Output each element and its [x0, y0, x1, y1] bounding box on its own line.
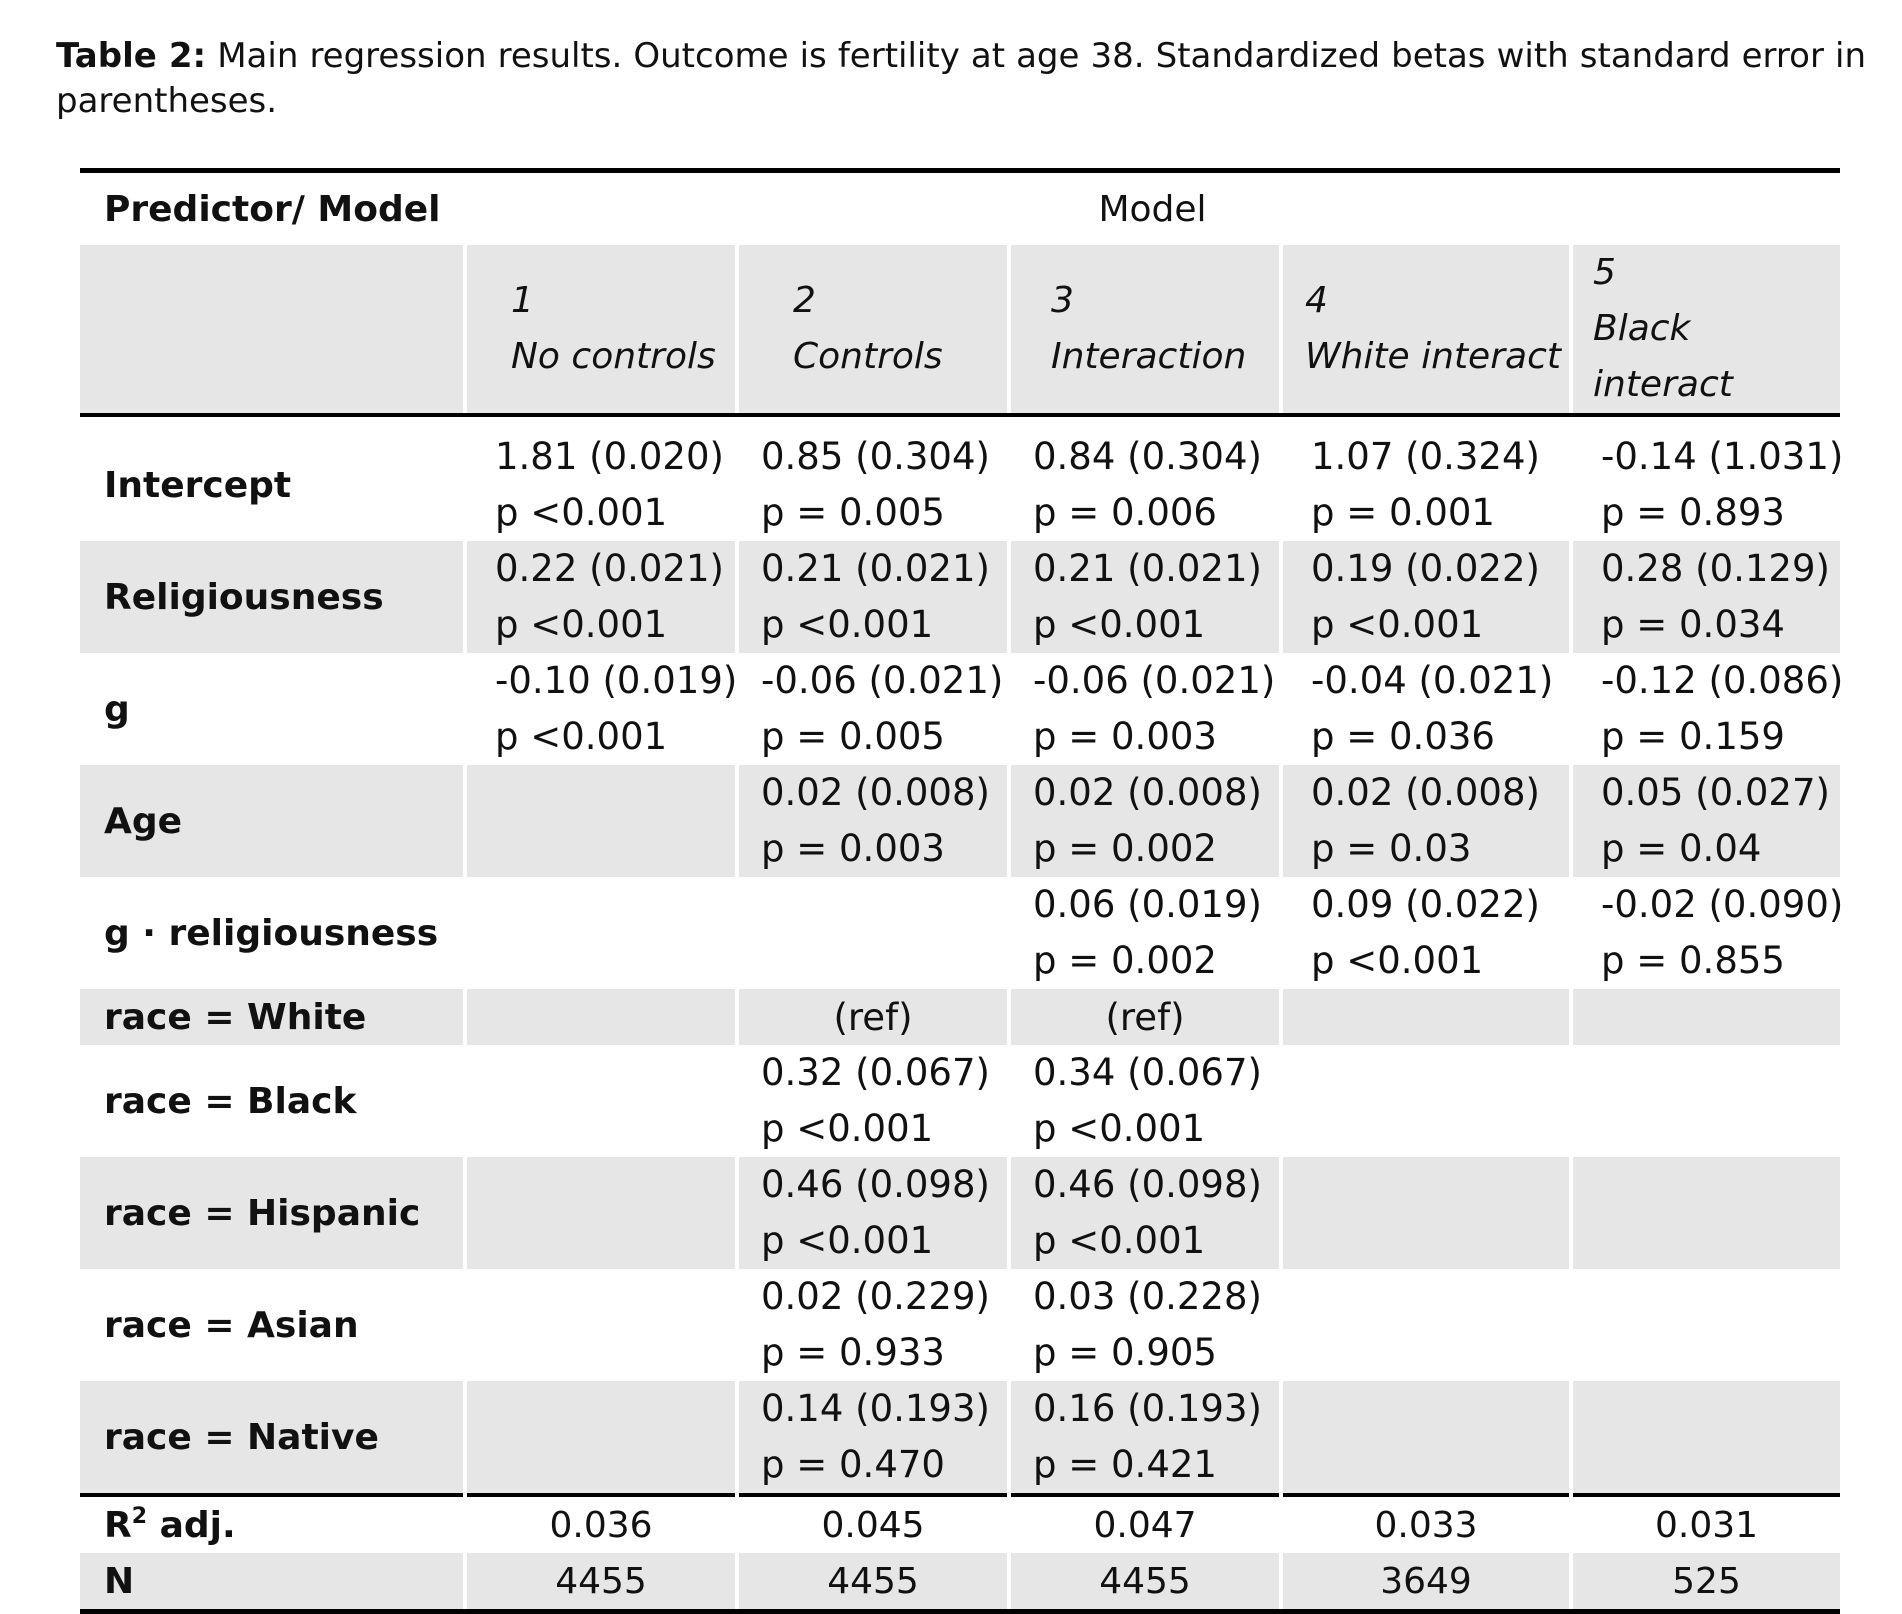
coef-estimate: 0.21 (0.021) [761, 547, 990, 590]
coef-estimate: 1.81 (0.020) [495, 435, 724, 478]
coef-cell-model-1 [465, 765, 737, 877]
ref-cell-model-1 [465, 989, 737, 1045]
model-label: Interaction [1051, 336, 1247, 377]
coef-cell-model-1 [465, 1381, 737, 1495]
coef-cell-model-3 [1009, 877, 1281, 989]
table-caption [56, 34, 1866, 124]
table-row [80, 765, 1840, 877]
coef-cell-model-3 [1009, 1045, 1281, 1157]
p-value: p <0.001 [495, 715, 668, 758]
predictor-label: race = Black [104, 1080, 357, 1122]
predictor-label: race = Hispanic [80, 1157, 465, 1269]
corner-header: Predictor/ Model [104, 188, 441, 230]
summary-value-model-1: 4455 [465, 1553, 737, 1609]
coef-cell-model-4 [1281, 1381, 1571, 1495]
coef-estimate: -0.06 (0.021) [761, 659, 1004, 702]
coef-cell-model-5 [1571, 877, 1844, 989]
coef-estimate: 0.05 (0.027) [1601, 771, 1830, 814]
coef-cell-model-1 [465, 653, 737, 765]
table-row [80, 1381, 1840, 1495]
summary-value-model-5: 525 [1571, 1553, 1840, 1609]
predictor-label: g [104, 688, 130, 730]
coef-cell-model-5 [1571, 429, 1844, 541]
coef-estimate: -0.14 (1.031) [1601, 435, 1844, 478]
header-spacer [80, 415, 1840, 429]
coef-cell-model-1 [465, 1269, 737, 1381]
model-num: 3 [1051, 280, 1074, 321]
p-value: p = 0.006 [1033, 491, 1217, 534]
p-value: p = 0.03 [1311, 827, 1472, 870]
coef-estimate: 0.06 (0.019) [1033, 883, 1262, 926]
coef-cell-model-4 [1281, 877, 1571, 989]
p-value: p = 0.002 [1033, 939, 1217, 982]
coef-cell-model-2 [737, 1269, 1009, 1381]
p-value: p = 0.003 [1033, 715, 1217, 758]
coef-estimate: -0.10 (0.019) [495, 659, 738, 702]
p-value: p = 0.421 [1033, 1443, 1217, 1486]
p-value: p = 0.933 [761, 1331, 945, 1374]
predictor-label: race = Asian [104, 1304, 359, 1346]
predictor-label: Religiousness [80, 541, 465, 653]
ref-cell-model-2: (ref) [737, 989, 1009, 1045]
p-value: p <0.001 [1311, 603, 1484, 646]
p-value: p = 0.855 [1601, 939, 1785, 982]
p-value: p = 0.036 [1311, 715, 1495, 758]
p-value: p = 0.470 [761, 1443, 945, 1486]
coef-cell-model-2 [737, 541, 1009, 653]
p-value: p = 0.159 [1601, 715, 1785, 758]
p-value: p = 0.001 [1311, 491, 1495, 534]
model-header-3 [1009, 245, 1281, 415]
p-value: p = 0.005 [761, 715, 945, 758]
model-label: Black interact [1593, 308, 1733, 405]
coef-cell-model-3 [1009, 1381, 1281, 1495]
model-header-4 [1281, 245, 1571, 415]
coef-estimate: 0.02 (0.008) [1311, 771, 1540, 814]
table-row [80, 541, 1840, 653]
model-label: Controls [793, 336, 943, 377]
p-value: p <0.001 [1033, 603, 1206, 646]
coef-estimate: 0.22 (0.021) [495, 547, 724, 590]
summary-label [80, 1495, 465, 1553]
p-value: p = 0.04 [1601, 827, 1762, 870]
model-header-1 [465, 245, 737, 415]
coef-cell-model-2 [737, 877, 1009, 989]
summary-label-main: N [104, 1561, 135, 1602]
model-header-5 [1571, 245, 1840, 415]
coef-estimate: 0.02 (0.229) [761, 1275, 990, 1318]
coef-estimate: -0.04 (0.021) [1311, 659, 1554, 702]
reference-row [80, 989, 1840, 1045]
table-row [80, 1157, 1840, 1269]
predictor-label: Intercept [104, 464, 292, 506]
coef-cell-model-1 [465, 541, 737, 653]
predictor-label: race = Native [80, 1381, 465, 1495]
ref-cell-model-3: (ref) [1009, 989, 1281, 1045]
coef-cell-model-4 [1281, 541, 1571, 653]
coef-estimate: 0.19 (0.022) [1311, 547, 1540, 590]
p-value: p = 0.905 [1033, 1331, 1217, 1374]
model-group-header: Model [1098, 188, 1207, 230]
coef-cell-model-5 [1571, 1045, 1840, 1157]
summary-value-model-2: 4455 [737, 1553, 1009, 1609]
coef-cell-model-3 [1009, 429, 1281, 541]
summary-label-sup: 2 [131, 1504, 148, 1529]
model-label: No controls [511, 336, 716, 377]
model-num: 4 [1305, 280, 1328, 321]
coef-estimate: -0.06 (0.021) [1033, 659, 1276, 702]
coef-estimate: 0.34 (0.067) [1033, 1051, 1262, 1094]
table-row [80, 653, 1840, 765]
ref-cell-model-5 [1571, 989, 1840, 1045]
coef-estimate: 0.46 (0.098) [1033, 1163, 1262, 1206]
summary-value-model-2: 0.045 [737, 1495, 1009, 1553]
coef-estimate: -0.02 (0.090) [1601, 883, 1844, 926]
coef-cell-model-5 [1571, 541, 1840, 653]
predictor-label: Age [80, 765, 465, 877]
coef-estimate: 0.09 (0.022) [1311, 883, 1540, 926]
p-value: p = 0.002 [1033, 827, 1217, 870]
p-value: p <0.001 [761, 603, 934, 646]
coef-cell-model-4 [1281, 429, 1571, 541]
p-value: p <0.001 [1033, 1219, 1206, 1262]
summary-row [80, 1495, 1840, 1553]
coef-cell-model-3 [1009, 1269, 1281, 1381]
summary-value-model-1: 0.036 [465, 1495, 737, 1553]
coef-cell-model-1 [465, 1157, 737, 1269]
coef-cell-model-5 [1571, 765, 1840, 877]
p-value: p = 0.034 [1601, 603, 1785, 646]
coef-cell-model-4 [1281, 1269, 1571, 1381]
coef-cell-model-4 [1281, 765, 1571, 877]
summary-value-model-4: 3649 [1281, 1553, 1571, 1609]
coef-cell-model-2 [737, 1045, 1009, 1157]
coef-estimate: 0.03 (0.228) [1033, 1275, 1262, 1318]
coef-cell-model-5 [1571, 1157, 1840, 1269]
model-num: 2 [793, 280, 816, 321]
summary-value-model-5: 0.031 [1571, 1495, 1840, 1553]
p-value: p <0.001 [495, 491, 668, 534]
regression-table [80, 168, 1844, 1614]
p-value: p <0.001 [761, 1107, 934, 1150]
model-header-2 [737, 245, 1009, 415]
coef-estimate: 0.84 (0.304) [1033, 435, 1262, 478]
summary-label-main: R [104, 1505, 132, 1546]
coef-cell-model-5 [1571, 1381, 1840, 1495]
coef-estimate: 1.07 (0.324) [1311, 435, 1540, 478]
caption-label: Table 2: [56, 36, 207, 76]
coef-cell-model-2 [737, 1157, 1009, 1269]
coef-estimate: 0.02 (0.008) [761, 771, 990, 814]
coef-estimate: -0.12 (0.086) [1601, 659, 1844, 702]
summary-value-model-3: 0.047 [1009, 1495, 1281, 1553]
coef-cell-model-4 [1281, 653, 1571, 765]
coef-cell-model-2 [737, 765, 1009, 877]
coef-cell-model-1 [465, 877, 737, 989]
coef-cell-model-3 [1009, 653, 1281, 765]
caption-text: Main regression results. Outcome is fertility at age 38. Standardized betas with standard error in parentheses. [56, 36, 1866, 121]
summary-label [80, 1553, 465, 1609]
coef-cell-model-2 [737, 653, 1009, 765]
table-row [80, 877, 1840, 989]
p-value: p = 0.003 [761, 827, 945, 870]
coef-cell-model-2 [737, 1381, 1009, 1495]
p-value: p <0.001 [1033, 1107, 1206, 1150]
coef-cell-model-1 [465, 429, 737, 541]
coef-cell-model-1 [465, 1045, 737, 1157]
coef-cell-model-3 [1009, 1157, 1281, 1269]
coef-cell-model-5 [1571, 1269, 1840, 1381]
coef-cell-model-5 [1571, 653, 1844, 765]
p-value: p = 0.893 [1601, 491, 1785, 534]
summary-label-rest: adj. [147, 1505, 236, 1546]
coef-estimate: 0.14 (0.193) [761, 1387, 990, 1430]
table-row [80, 1269, 1840, 1381]
coef-cell-model-3 [1009, 541, 1281, 653]
summary-value-model-3: 4455 [1009, 1553, 1281, 1609]
coef-estimate: 0.16 (0.193) [1033, 1387, 1262, 1430]
coef-estimate: 0.46 (0.098) [761, 1163, 990, 1206]
table-row [80, 429, 1840, 541]
coef-cell-model-2 [737, 429, 1009, 541]
coef-estimate: 0.21 (0.021) [1033, 547, 1262, 590]
p-value: p = 0.005 [761, 491, 945, 534]
ref-cell-model-4 [1281, 989, 1571, 1045]
predictor-label: g · religiousness [104, 912, 439, 954]
coef-estimate: 0.85 (0.304) [761, 435, 990, 478]
coef-estimate: 0.32 (0.067) [761, 1051, 990, 1094]
model-label: White interact [1305, 336, 1561, 377]
p-value: p <0.001 [495, 603, 668, 646]
coef-cell-model-4 [1281, 1045, 1571, 1157]
model-num: 5 [1593, 252, 1616, 293]
header-row-top [80, 173, 1840, 245]
coef-cell-model-4 [1281, 1157, 1571, 1269]
coef-estimate: 0.28 (0.129) [1601, 547, 1830, 590]
summary-row [80, 1553, 1840, 1609]
predictor-label: race = White [80, 989, 465, 1045]
summary-value-model-4: 0.033 [1281, 1495, 1571, 1553]
header-row-models [80, 245, 1840, 415]
header-empty [80, 245, 465, 415]
coef-cell-model-3 [1009, 765, 1281, 877]
model-num: 1 [511, 280, 534, 321]
p-value: p <0.001 [761, 1219, 934, 1262]
table-row [80, 1045, 1840, 1157]
p-value: p <0.001 [1311, 939, 1484, 982]
coef-estimate: 0.02 (0.008) [1033, 771, 1262, 814]
